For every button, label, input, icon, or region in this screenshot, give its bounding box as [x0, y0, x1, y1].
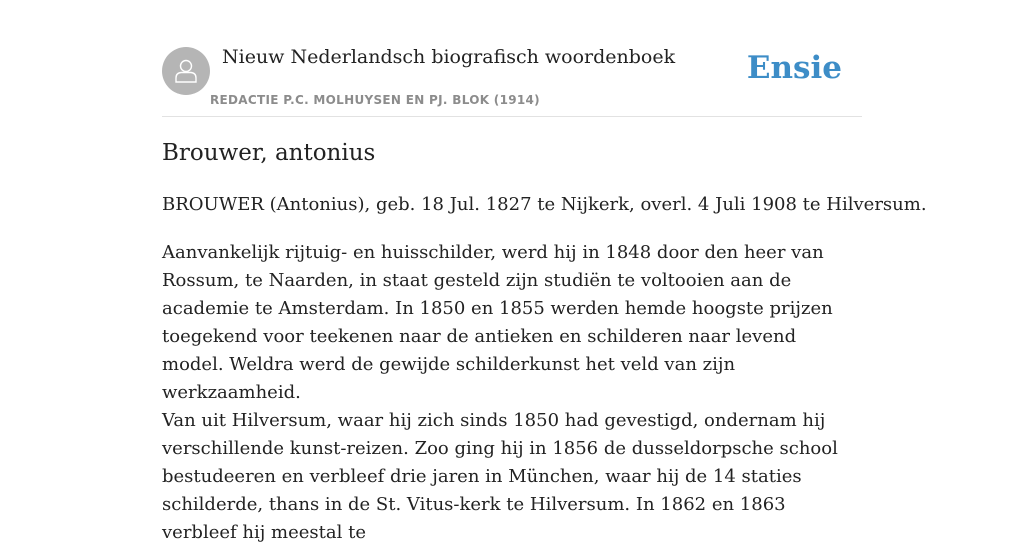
- source-title[interactable]: Nieuw Nederlandsch biografisch woordenboek: [222, 46, 676, 68]
- entry-lead: BROUWER (Antonius), geb. 18 Jul. 1827 te Nijkerk, overl. 4 Juli 1908 te Hilversum.: [162, 194, 927, 215]
- user-icon: [171, 56, 201, 86]
- entry-paragraph: Aanvankelijk rijtuig- en huisschilder, werd hij in 1848 door den heer van Rossum, te Naarden, in staat gesteld zijn studiën te voltooien aan de academie te Amsterdam. In 1850 en 1855 werden hemde hoogste prijzen toegekend voor teekenen naar de antieken en schilderen naar levend model. Weldra werd de gewijde schilderkunst het veld van zijn werkzaamheid.: [162, 242, 833, 403]
- entry-paragraph: Van uit Hilversum, waar hij zich sinds 1850 had gevestigd, ondernam hij verschillende kunst-reizen. Zoo ging hij in 1856 de dusseldorpsche school bestudeeren en verbleef drie jaren in München, waar hij de 14 staties schilderde, thans in de St. Vitus-kerk te Hilversum. In 1862 en 1863 verbleef hij meestal te: [162, 410, 838, 543]
- source-header: [162, 0, 862, 117]
- entry-title: Brouwer, antonius: [162, 140, 376, 166]
- ensie-logo[interactable]: Ensie: [746, 50, 842, 86]
- page-container: [162, 0, 927, 543]
- avatar[interactable]: [162, 47, 210, 95]
- source-editors: REDACTIE P.C. MOLHUYSEN EN PJ. BLOK (1914): [210, 93, 540, 107]
